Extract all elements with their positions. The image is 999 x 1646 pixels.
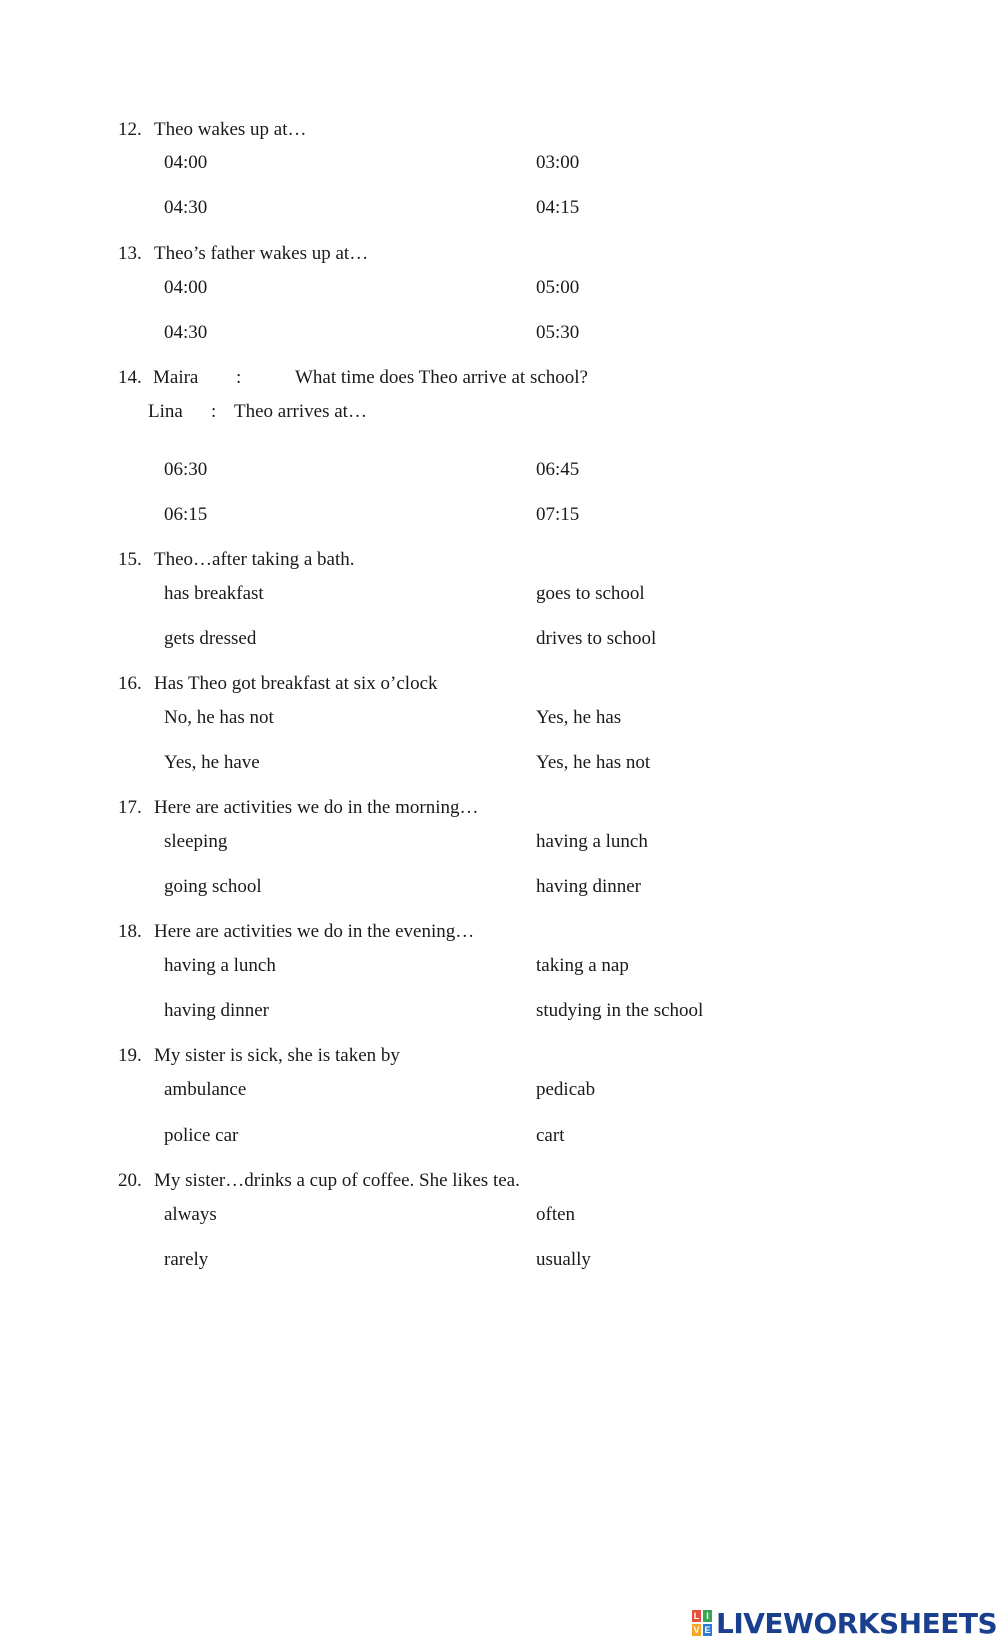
option-d[interactable]: studying in the school [536, 1000, 704, 1021]
liveworksheets-logo-icon [692, 1610, 712, 1636]
option-d[interactable]: 07:15 [536, 504, 580, 525]
question-number: 19. [118, 1045, 142, 1066]
question-text: Theo’s father wakes up at… [154, 243, 369, 264]
option-c[interactable]: 06:15 [164, 504, 208, 525]
option-d[interactable]: Yes, he has not [536, 752, 651, 773]
option-c[interactable]: having dinner [164, 1000, 270, 1021]
question-number: 15. [118, 549, 142, 570]
question-text: Here are activities we do in the morning… [154, 797, 479, 818]
option-b[interactable]: Yes, he has [536, 707, 622, 728]
dialog-colon-1: : [236, 367, 242, 388]
option-a[interactable]: always [164, 1204, 217, 1225]
question-text: Theo wakes up at… [154, 119, 307, 140]
option-b[interactable]: 06:45 [536, 459, 580, 480]
question-number: 17. [118, 797, 142, 818]
option-c[interactable]: going school [164, 876, 262, 897]
question-number: 16. [118, 673, 142, 694]
option-a[interactable]: No, he has not [164, 707, 274, 728]
option-d[interactable]: cart [536, 1125, 565, 1146]
option-a[interactable]: 04:00 [164, 152, 208, 173]
option-c[interactable]: gets dressed [164, 628, 257, 649]
option-b[interactable]: often [536, 1204, 576, 1225]
option-d[interactable]: having dinner [536, 876, 642, 897]
question-text: My sister…drinks a cup of coffee. She likes tea. [154, 1170, 520, 1191]
question-text: Theo…after taking a bath. [154, 549, 355, 570]
option-b[interactable]: 03:00 [536, 152, 580, 173]
option-c[interactable]: 04:30 [164, 322, 208, 343]
option-a[interactable]: has breakfast [164, 583, 264, 604]
option-b[interactable]: goes to school [536, 583, 645, 604]
option-c[interactable]: Yes, he have [164, 752, 260, 773]
question-number: 20. [118, 1170, 142, 1191]
question-text: My sister is sick, she is taken by [154, 1045, 400, 1066]
option-d[interactable]: 05:30 [536, 322, 580, 343]
option-d[interactable]: drives to school [536, 628, 657, 649]
question-text: Has Theo got breakfast at six o’clock [154, 673, 438, 694]
dialog-colon-2: : [211, 401, 217, 422]
question-number: 18. [118, 921, 142, 942]
option-b[interactable]: taking a nap [536, 955, 629, 976]
question-number: 12. [118, 119, 142, 140]
logo-mark-letter: I [703, 1610, 712, 1622]
option-c[interactable]: police car [164, 1125, 239, 1146]
option-a[interactable]: sleeping [164, 831, 228, 852]
dialog-speaker-1: Maira [153, 367, 199, 388]
logo-mark-letter: V [693, 1625, 700, 1635]
question-number: 13. [118, 243, 142, 264]
question-number: 14. [118, 367, 142, 388]
dialog-line-2: Theo arrives at… [234, 401, 367, 422]
dialog-speaker-2: Lina [148, 401, 183, 422]
option-a[interactable]: 06:30 [164, 459, 208, 480]
option-d[interactable]: usually [536, 1249, 591, 1270]
option-b[interactable]: pedicab [536, 1079, 596, 1100]
logo-mark-letter: E [704, 1625, 711, 1635]
dialog-line-1: What time does Theo arrive at school? [295, 367, 588, 388]
option-c[interactable]: 04:30 [164, 197, 208, 218]
option-b[interactable]: 05:00 [536, 277, 580, 298]
option-a[interactable]: ambulance [164, 1079, 247, 1100]
option-c[interactable]: rarely [164, 1249, 209, 1270]
logo-text: LIVEWORKSHEETS [716, 1606, 998, 1640]
liveworksheets-logo[interactable] [692, 1608, 997, 1638]
question-text: Here are activities we do in the evening… [154, 921, 475, 942]
option-a[interactable]: having a lunch [164, 955, 276, 976]
option-a[interactable]: 04:00 [164, 277, 208, 298]
option-b[interactable]: having a lunch [536, 831, 648, 852]
option-d[interactable]: 04:15 [536, 197, 580, 218]
logo-mark-letter: L [693, 1611, 700, 1621]
